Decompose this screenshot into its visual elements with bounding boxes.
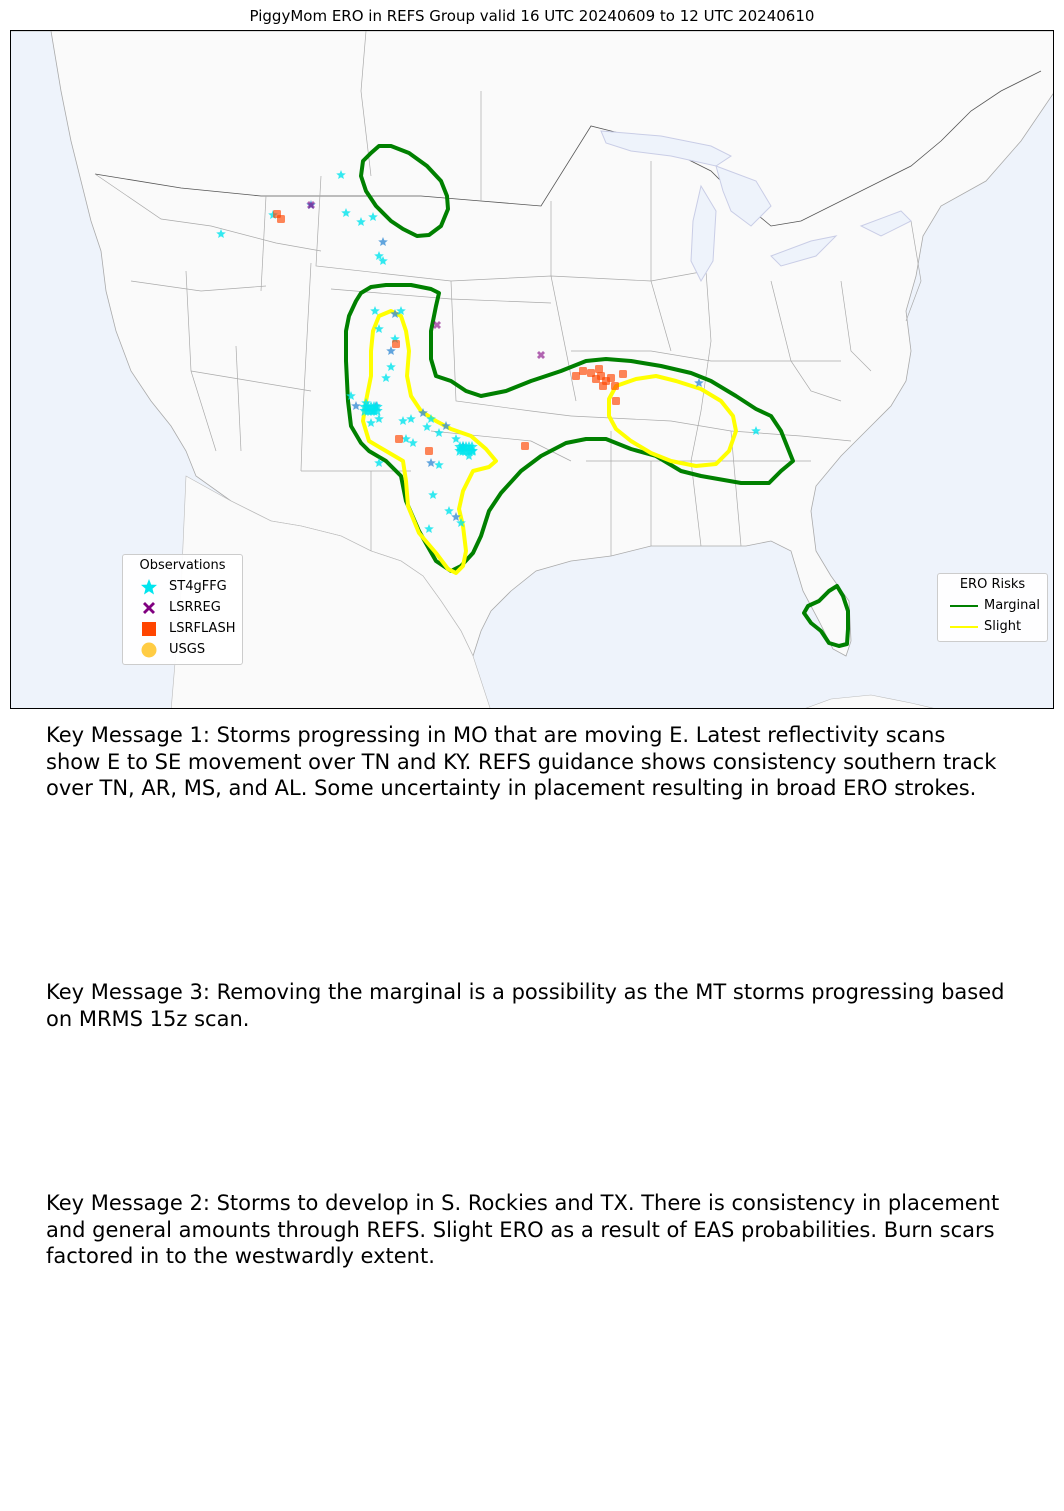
observations-legend-title: Observations <box>139 558 226 573</box>
lsrflash-marker <box>612 397 620 405</box>
lsrflash-marker <box>392 340 400 348</box>
key-message-1: Key Message 1: Storms progressing in MO that are moving E. Latest reflectivity scans show E to SE movement over TN and KY. REFS guidance shows consistency southern track over TN, AR, MS, and AL. Some uncertainty in placement resulting in broad ERO strokes. <box>46 723 997 800</box>
lsrflash-marker <box>599 382 607 390</box>
legend-item-usgs <box>129 639 236 660</box>
legend-item-st4gffg <box>129 576 236 597</box>
lsrflash-marker <box>277 215 285 223</box>
legend-item-slight <box>944 616 1041 637</box>
legend-label-usgs: USGS <box>169 642 206 657</box>
lsrflash-marker <box>595 365 603 373</box>
star-icon <box>129 578 169 596</box>
lsrflash-marker <box>425 447 433 455</box>
legend-label-slight: Slight <box>984 619 1022 634</box>
lsrflash-marker <box>607 374 615 382</box>
ero-legend-title: ERO Risks <box>959 577 1026 592</box>
legend-item-lsrreg <box>129 597 236 618</box>
legend-item-lsrflash <box>129 618 236 639</box>
key-message-3: Key Message 3: Removing the marginal is a possibility as the MT storms progressing based on MRMS 15z scan. <box>46 980 1005 1031</box>
map-title: PiggyMom ERO in REFS Group valid 16 UTC 20240609 to 12 UTC 20240610 <box>249 7 815 25</box>
lsrflash-marker <box>579 367 587 375</box>
ero-risks-legend <box>937 573 1048 642</box>
legend-label-marginal: Marginal <box>984 598 1040 613</box>
lsrflash-marker <box>521 442 529 450</box>
circle-icon <box>129 641 169 659</box>
slight-line-icon <box>944 624 984 630</box>
marginal-line-icon <box>944 603 984 609</box>
observations-legend <box>122 554 243 665</box>
legend-item-marginal <box>944 595 1041 616</box>
x-icon <box>129 599 169 617</box>
lsrflash-marker <box>611 382 619 390</box>
lsrflash-marker <box>572 372 580 380</box>
key-message-2: Key Message 2: Storms to develop in S. Rockies and TX. There is consistency in placement and general amounts through REFS. Slight ERO as a result of EAS probabilities. Burn scars factored in to the westwardly extent. <box>46 1191 1000 1268</box>
legend-label-st4gffg: ST4gFFG <box>169 579 227 594</box>
legend-label-lsrreg: LSRREG <box>169 600 221 615</box>
lsrflash-marker <box>619 370 627 378</box>
legend-label-lsrflash: LSRFLASH <box>169 621 236 636</box>
square-icon <box>129 620 169 638</box>
lsrflash-marker <box>395 435 403 443</box>
